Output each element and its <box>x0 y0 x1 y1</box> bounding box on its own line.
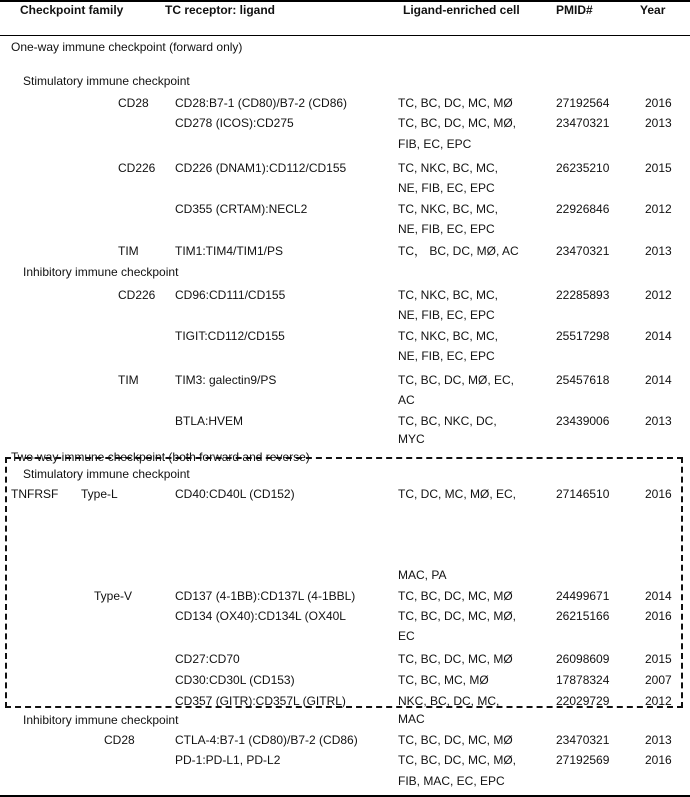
row-pmid: 23470321 <box>556 116 610 130</box>
row-year: 2013 <box>645 116 672 130</box>
row-cell-cont: AC <box>398 393 415 407</box>
row-cell-cont: NE, FIB, EC, EPC <box>398 349 495 363</box>
row-pmid: 22285893 <box>556 288 610 302</box>
row-cell-cont: NE, FIB, EC, EPC <box>398 222 495 236</box>
row-year: 2007 <box>645 673 672 687</box>
row-cell: TC, BC, MC, MØ <box>398 673 489 687</box>
row-receptor: CD226 (DNAM1):CD112/CD155 <box>175 161 347 175</box>
row-receptor: CD278 (ICOS):CD275 <box>175 116 294 130</box>
header-cell: Ligand‐enriched cell <box>403 3 520 17</box>
row-cell: TC, NKC, BC, MC, <box>398 288 499 302</box>
section-one-way: One-way immune checkpoint (forward only) <box>11 40 243 54</box>
row-cell: TC， BC, DC, MØ, AC <box>398 244 519 258</box>
row-pmid: 23470321 <box>556 733 610 747</box>
row-year: 2015 <box>645 652 672 666</box>
row-cell-cont: FIB, MAC, EC, EPC <box>398 774 505 788</box>
row-receptor: CD40:CD40L (CD152) <box>175 487 295 501</box>
row-cell: TC, NKC, BC, MC, <box>398 329 499 343</box>
row-cell-cont: NE, FIB, EC, EPC <box>398 308 495 322</box>
family-cd226: CD226 <box>118 288 156 302</box>
row-receptor: CD30:CD30L (CD153) <box>175 673 295 687</box>
row-pmid: 24499671 <box>556 589 610 603</box>
family-tim: TIM <box>118 373 139 387</box>
row-cell: TC, BC, DC, MØ, EC, <box>398 373 515 387</box>
row-receptor: CTLA-4:B7-1 (CD80)/B7-2 (CD86) <box>175 733 358 747</box>
row-pmid: 27192564 <box>556 96 610 110</box>
row-year: 2012 <box>645 694 672 708</box>
row-receptor: CD134 (OX40):CD134L (OX40L <box>175 609 346 623</box>
section-inhibitory-2: Inhibitory immune checkpoint <box>23 713 179 727</box>
row-year: 2016 <box>645 96 672 110</box>
row-year: 2012 <box>645 202 672 216</box>
row-receptor: CD357 (GITR):CD357L (GITRL) <box>175 694 346 708</box>
family-type-v: Type-V <box>94 589 133 603</box>
row-cell: TC, BC, DC, MC, MØ, <box>398 753 516 767</box>
row-year: 2013 <box>645 733 672 747</box>
row-pmid: 17878324 <box>556 673 610 687</box>
row-pmid: 27146510 <box>556 487 610 501</box>
header-year: Year <box>640 3 666 17</box>
row-year: 2016 <box>645 753 672 767</box>
row-receptor: TIM3: galectin9/PS <box>175 373 277 387</box>
row-pmid: 22926846 <box>556 202 610 216</box>
row-year: 2014 <box>645 589 672 603</box>
row-cell-cont: MAC <box>398 712 425 726</box>
section-stimulatory-2: Stimulatory immune checkpoint <box>23 467 190 481</box>
row-year: 2013 <box>645 414 672 428</box>
row-cell: TC, DC, MC, MØ, EC, <box>398 487 516 501</box>
family-cd226: CD226 <box>118 161 156 175</box>
row-year: 2013 <box>645 244 672 258</box>
top-rule <box>0 0 690 2</box>
row-pmid: 26098609 <box>556 652 610 666</box>
family-tim: TIM <box>118 244 139 258</box>
row-pmid: 26215166 <box>556 609 610 623</box>
row-receptor: TIM1:TIM4/TIM1/PS <box>175 244 284 258</box>
row-receptor: CD355 (CRTAM):NECL2 <box>175 202 308 216</box>
row-cell: TC, BC, DC, MC, MØ <box>398 652 513 666</box>
header-family: Checkpoint family <box>20 3 124 17</box>
row-cell: TC, BC, DC, MC, MØ <box>398 96 513 110</box>
row-year: 2014 <box>645 329 672 343</box>
row-year: 2012 <box>645 288 672 302</box>
row-receptor: PD-1:PD-L1, PD-L2 <box>175 753 281 767</box>
row-pmid: 23470321 <box>556 244 610 258</box>
row-receptor: CD28:B7-1 (CD80)/B7-2 (CD86) <box>175 96 348 110</box>
row-receptor: CD27:CD70 <box>175 652 240 666</box>
section-stimulatory-1: Stimulatory immune checkpoint <box>23 74 190 88</box>
row-receptor: BTLA:HVEM <box>175 414 244 428</box>
family-cd28: CD28 <box>104 733 135 747</box>
row-pmid: 23439006 <box>556 414 610 428</box>
row-cell: TC, BC, NKC, DC, <box>398 414 497 428</box>
section-two-way: Two-way immune checkpoint (both forward and reverse) <box>11 450 310 464</box>
row-pmid: 27192569 <box>556 753 610 767</box>
row-receptor: TIGIT:CD112/CD155 <box>175 329 285 343</box>
row-cell-cont: FIB, EC, EPC <box>398 137 472 151</box>
row-receptor: CD137 (4-1BB):CD137L (4-1BBL) <box>175 589 356 603</box>
row-cell: TC, NKC, BC, MC, <box>398 161 499 175</box>
family-type-l: Type-L <box>81 487 118 501</box>
row-pmid: 22029729 <box>556 694 610 708</box>
row-cell-cont: NE, FIB, EC, EPC <box>398 181 495 195</box>
row-receptor: CD96:CD111/CD155 <box>175 288 286 302</box>
row-pmid: 25517298 <box>556 329 610 343</box>
row-year: 2015 <box>645 161 672 175</box>
row-cell-cont: EC <box>398 629 415 643</box>
section-inhibitory-1: Inhibitory immune checkpoint <box>23 265 179 279</box>
row-cell: TC, BC, DC, MC, MØ, <box>398 609 516 623</box>
family-cd28: CD28 <box>118 96 149 110</box>
row-cell: TC, BC, DC, MC, MØ, <box>398 116 516 130</box>
row-cell: NKC, BC, DC, MC, <box>398 694 500 708</box>
header-pmid: PMID# <box>556 3 593 17</box>
row-year: 2016 <box>645 609 672 623</box>
header-receptor: TC receptor: ligand <box>165 3 276 17</box>
family-tnfrsf: TNFRSF <box>11 487 59 501</box>
header-rule <box>0 35 690 36</box>
row-cell-cont: MAC, PA <box>398 568 447 582</box>
row-pmid: 25457618 <box>556 373 610 387</box>
row-year: 2016 <box>645 487 672 501</box>
row-year: 2014 <box>645 373 672 387</box>
row-cell: TC, NKC, BC, MC, <box>398 202 499 216</box>
row-pmid: 26235210 <box>556 161 610 175</box>
row-cell: TC, BC, DC, MC, MØ <box>398 589 513 603</box>
row-cell: TC, BC, DC, MC, MØ <box>398 733 513 747</box>
row-cell-cont: MYC <box>398 432 425 446</box>
